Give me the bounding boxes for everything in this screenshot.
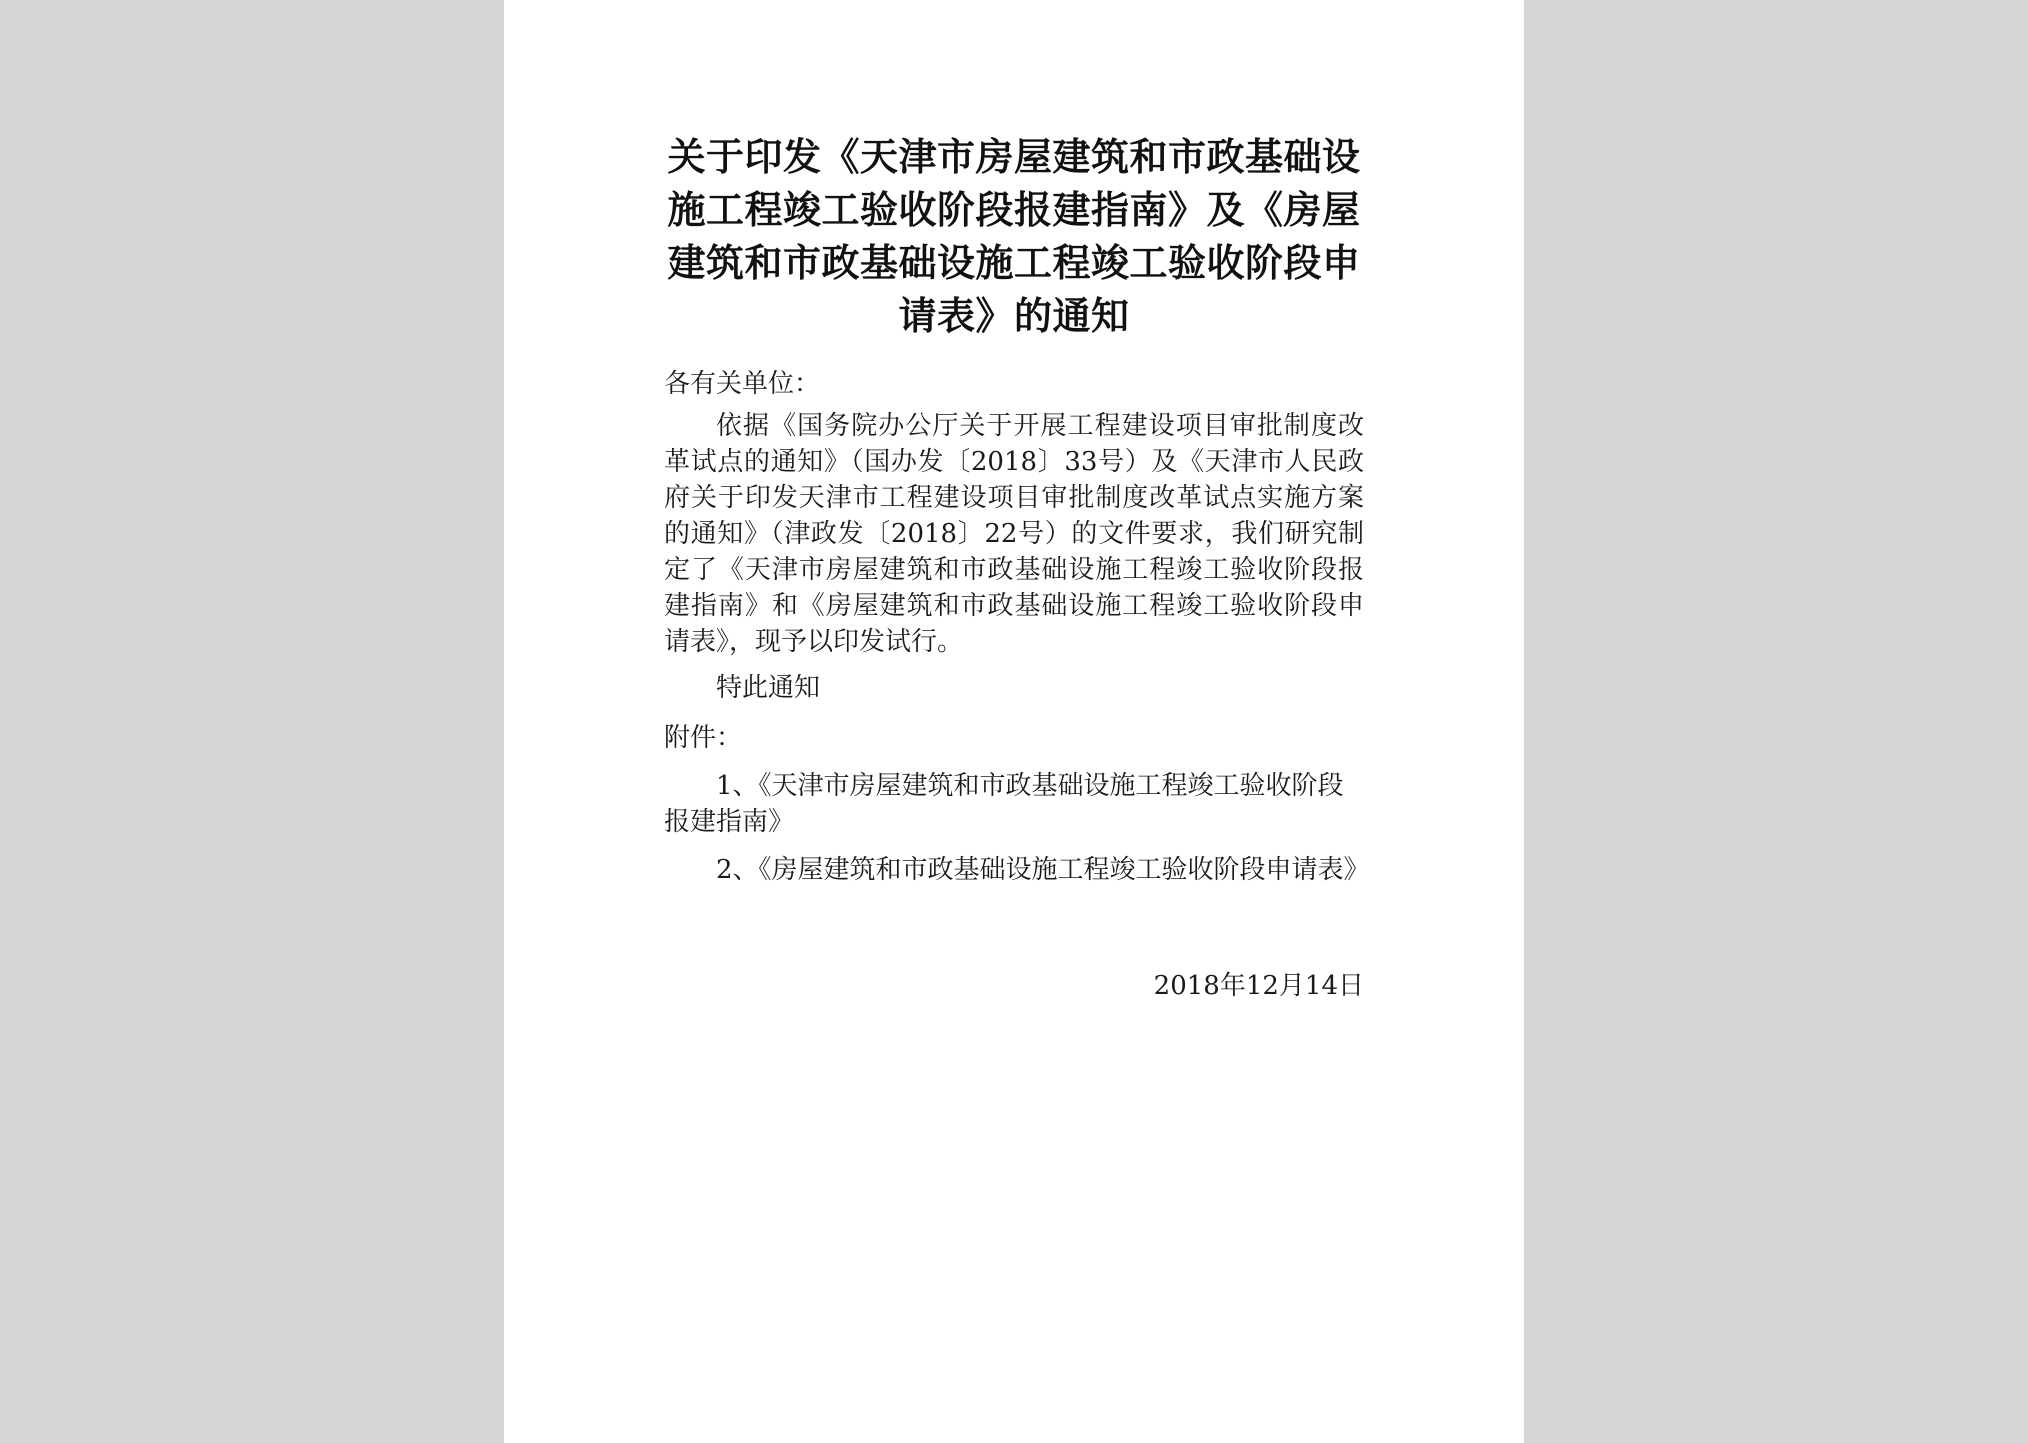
document-content bbox=[664, 130, 1370, 1004]
attachment-item-2: 2、《房屋建筑和市政基础设施工程竣工验收阶段申请表》 bbox=[716, 855, 1370, 885]
attachment-item-1: 1、《天津市房屋建筑和市政基础设施工程竣工验收阶段报建指南》 bbox=[664, 771, 1344, 837]
salutation: 各有关单位： bbox=[664, 369, 821, 399]
document-title: 关于印发《天津市房屋建筑和市政基础设施工程竣工验收阶段报建指南》及《房屋建筑和市政基础设施工程竣工验收阶段申请表》的通知 bbox=[667, 134, 1361, 338]
attachments-label: 附件： bbox=[664, 723, 743, 753]
document-date: 2018年12月14日 bbox=[1153, 971, 1364, 1001]
document-page bbox=[504, 0, 1524, 1443]
body-paragraph: 依据《国务院办公厅关于开展工程建设项目审批制度改革试点的通知》（国办发〔2018〕33号）及《天津市人民政府关于印发天津市工程建设项目审批制度改革试点实施方案的通知》（津政发〔2018〕22号）的文件要求，我们研究制定了《天津市房屋建筑和市政基础设施工程竣工验收阶段报建指南》和《房屋建筑和市政基础设施工程竣工验收阶段申请表》，现予以印发试行。 bbox=[664, 411, 1364, 657]
closing-text: 特此通知 bbox=[716, 673, 821, 703]
